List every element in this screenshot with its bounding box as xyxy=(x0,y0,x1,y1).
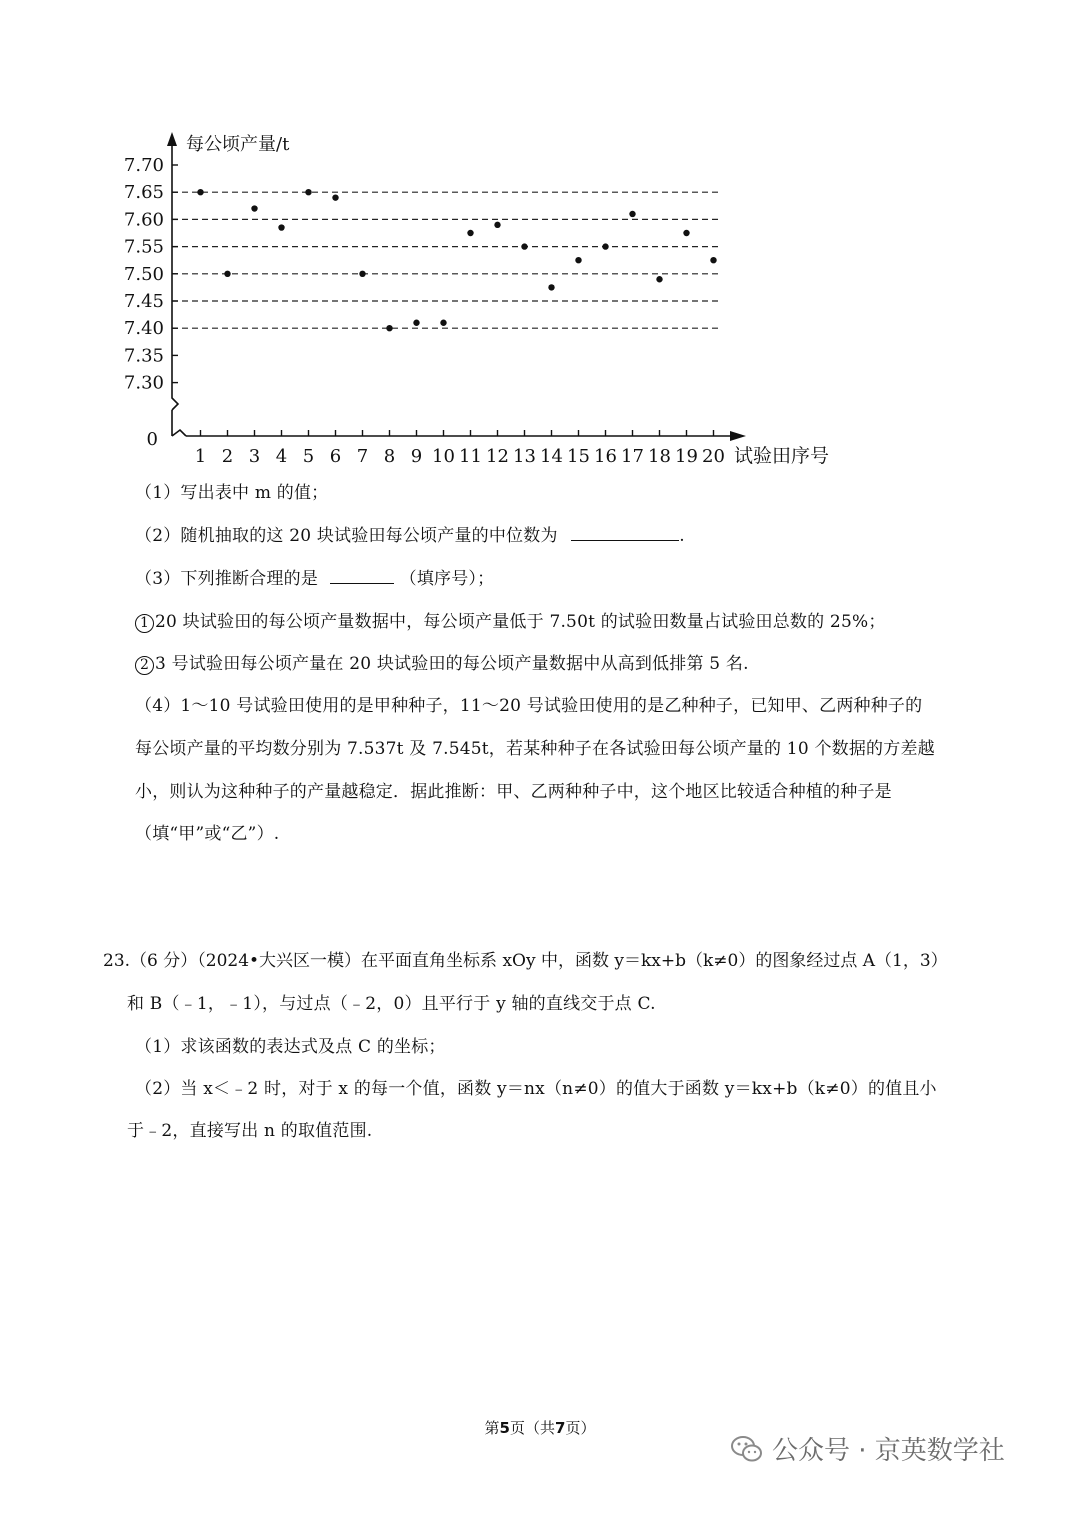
data-point xyxy=(521,243,527,249)
x-tick-label: 19 xyxy=(675,446,698,467)
x-tick-label: 2 xyxy=(221,446,234,467)
y-origin-label: 0 xyxy=(146,429,158,450)
data-point xyxy=(197,189,203,195)
x-tick-label: 10 xyxy=(432,446,455,467)
footer-middle: 页（共 xyxy=(509,1419,555,1437)
watermark xyxy=(730,1430,1005,1467)
y-tick-label: 7.45 xyxy=(123,291,164,312)
problem-23-part-2-line-1: （2）当 x＜﹣2 时，对于 x 的每一个值，函数 y＝nx（n≠0）的值大于函数 y＝kx+b（k≠0）的值且小 xyxy=(135,1079,937,1099)
y-tick-label: 7.50 xyxy=(123,263,164,285)
option-1 xyxy=(135,607,886,633)
option-2-text: 3 号试验田每公顷产量在 20 块试验田的每公顷产量数据中从高到低排第 5 名. xyxy=(155,654,749,674)
x-tick-label: 5 xyxy=(302,446,315,467)
data-points xyxy=(197,189,716,331)
data-point xyxy=(224,271,230,277)
data-point xyxy=(548,284,554,290)
question-4-line-1: （4）1～10 号试验田使用的是甲种种子，11～20 号试验田使用的是乙种种子，已知甲、乙两种种子的 xyxy=(135,696,923,716)
page-number: 5 xyxy=(499,1419,510,1437)
data-point xyxy=(305,189,311,195)
question-2-end: . xyxy=(679,526,685,546)
data-point xyxy=(359,271,365,277)
wechat-icon xyxy=(730,1434,764,1464)
page-total: 7 xyxy=(555,1419,566,1437)
y-axis-label: 每公顷产量/t xyxy=(186,134,290,155)
problem-23-line-2: 和 B（﹣1，﹣1），与过点（﹣2，0）且平行于 y 轴的直线交于点 C. xyxy=(127,994,656,1014)
data-point xyxy=(629,211,635,217)
yield-scatter-chart xyxy=(0,0,1080,480)
question-4-line-3: 小，则认为这种种子的产量越稳定．据此推断：甲、乙两种种子中，这个地区比较适合种植的种子是 xyxy=(135,782,892,802)
y-tick-label: 7.60 xyxy=(123,209,164,231)
x-axis-arrow xyxy=(730,431,746,441)
data-point xyxy=(413,320,419,326)
problem-23-line-1: 23.（6 分）（2024•大兴区一模）在平面直角坐标系 xOy 中，函数 y＝kx+b（k≠0）的图象经过点 A（1，3） xyxy=(103,951,948,971)
x-tick-label: 4 xyxy=(275,446,288,467)
data-point xyxy=(332,194,338,200)
question-1: （1）写出表中 m 的值； xyxy=(135,483,329,503)
x-tick-label: 17 xyxy=(621,446,644,467)
answer-blank-inference[interactable] xyxy=(330,565,394,584)
question-2 xyxy=(135,521,685,546)
x-tick-label: 13 xyxy=(513,446,536,467)
y-axis-ticks xyxy=(124,155,178,394)
y-tick-label: 7.55 xyxy=(123,236,164,258)
option-2 xyxy=(135,649,749,675)
y-tick-label: 7.30 xyxy=(123,372,164,394)
footer-suffix: 页） xyxy=(565,1419,596,1437)
x-tick-label: 3 xyxy=(248,446,261,467)
x-axis-break xyxy=(172,430,186,436)
question-3 xyxy=(135,564,494,589)
data-point xyxy=(575,257,581,263)
data-point xyxy=(656,276,662,282)
x-tick-label: 14 xyxy=(540,446,563,467)
option-1-text: 20 块试验田的每公顷产量数据中，每公顷产量低于 7.50t 的试验田数量占试验田总数的 25%； xyxy=(155,612,886,632)
circled-number-2: 2 xyxy=(135,656,154,675)
question-4-line-4: （填“甲”或“乙”）. xyxy=(135,824,280,844)
x-tick-label: 6 xyxy=(329,446,342,467)
y-axis-arrow xyxy=(167,132,177,146)
y-tick-label: 7.70 xyxy=(123,155,164,176)
x-tick-label: 18 xyxy=(648,446,671,467)
axis-break-symbol xyxy=(172,395,178,410)
x-tick-label: 16 xyxy=(594,446,617,467)
question-2-text: （2）随机抽取的这 20 块试验田每公顷产量的中位数为 xyxy=(135,526,558,546)
data-point xyxy=(467,230,473,236)
watermark-text: 公众号 · 京英数学社 xyxy=(772,1436,1005,1466)
x-tick-label: 8 xyxy=(383,446,396,467)
y-tick-label: 7.35 xyxy=(123,345,164,367)
x-tick-label: 7 xyxy=(356,446,369,467)
data-point xyxy=(602,243,608,249)
x-tick-label: 11 xyxy=(459,446,482,467)
question-3-end: （填序号）； xyxy=(399,569,495,589)
x-tick-label: 12 xyxy=(486,446,509,467)
x-tick-label: 1 xyxy=(194,446,207,467)
data-point xyxy=(386,325,392,331)
footer-prefix: 第 xyxy=(484,1419,500,1437)
x-tick-label: 20 xyxy=(702,446,725,467)
chart-axes xyxy=(167,132,746,441)
answer-blank-median[interactable] xyxy=(571,522,679,541)
data-point xyxy=(683,230,689,236)
question-4-line-2: 每公顷产量的平均数分别为 7.537t 及 7.545t，若某种种子在各试验田每公顷产量的 10 个数据的方差越 xyxy=(135,739,935,759)
x-axis-label: 试验田序号 xyxy=(734,445,830,467)
data-point xyxy=(251,205,257,211)
y-tick-label: 7.40 xyxy=(123,318,164,340)
x-tick-label: 15 xyxy=(567,446,590,467)
reference-lines xyxy=(172,192,722,328)
y-tick-label: 7.65 xyxy=(123,182,164,204)
problem-23-part-2-line-2: 于﹣2，直接写出 n 的取值范围. xyxy=(127,1121,373,1141)
data-point xyxy=(440,320,446,326)
x-tick-label: 9 xyxy=(410,446,423,467)
circled-number-1: 1 xyxy=(135,614,154,633)
data-point xyxy=(278,224,284,230)
data-point xyxy=(494,222,500,228)
problem-23-part-1: （1）求该函数的表达式及点 C 的坐标； xyxy=(135,1037,446,1057)
data-point xyxy=(710,257,716,263)
question-3-text: （3）下列推断合理的是 xyxy=(135,569,319,589)
